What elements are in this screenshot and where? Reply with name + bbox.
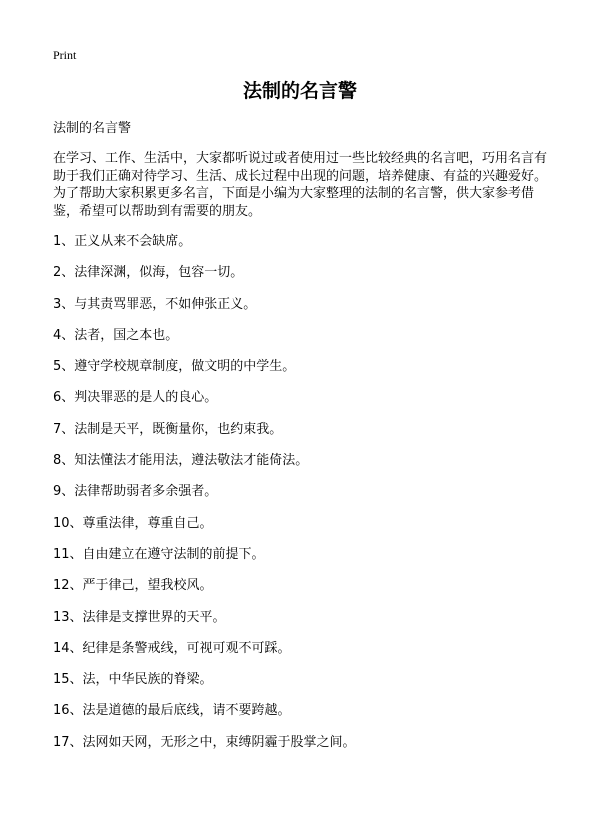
quote-item: 1、正义从来不会缺席。 — [53, 234, 192, 249]
intro-paragraph: 在学习、工作、生活中，大家都听说过或者使用过一些比较经典的名言吧，巧用名言有助于我们正确对待学习、生活、成长过程中出现的问题，培养健康、有益的兴趣爱好。为了帮助大家积累更多名言，下面是小编为大家整理的法制的名言警，供大家参考借鉴，希望可以帮助到有需要的朋友。 — [53, 151, 548, 219]
quote-item: 7、法制是天平，既衡量你，也约束我。 — [53, 421, 283, 437]
quote-item: 2、法律深渊，似海，包容一切。 — [53, 265, 244, 281]
quote-list — [53, 233, 553, 765]
print-link[interactable]: Print — [53, 48, 77, 62]
quote-item: 10、尊重法律，尊重自己。 — [53, 515, 213, 531]
quote-item: 3、与其责骂罪恶，不如伸张正义。 — [53, 296, 257, 312]
quote-item: 11、自由建立在遵守法制的前提下。 — [53, 546, 265, 562]
quote-item: 9、法律帮助弱者多余强者。 — [53, 484, 218, 500]
quote-item: 13、法律是支撑世界的天平。 — [53, 609, 226, 625]
quote-item: 4、法者，国之本也。 — [53, 327, 179, 343]
quote-item: 12、严于律己，望我校风。 — [53, 578, 213, 594]
quote-item: 16、法是道德的最后底线，请不要跨越。 — [53, 703, 291, 719]
quote-item: 14、纪律是条警戒线，可视可观不可踩。 — [53, 640, 291, 656]
page-title: 法制的名言警 — [242, 80, 357, 102]
quote-item: 6、判决罪恶的是人的良心。 — [53, 390, 218, 406]
quote-item: 8、知法懂法才能用法，遵法敬法才能倚法。 — [53, 453, 309, 469]
quote-item: 15、法，中华民族的脊梁。 — [53, 672, 213, 688]
quote-item: 17、法网如天网，无形之中，束缚阴霾于股掌之间。 — [53, 734, 356, 750]
article-subtitle: 法制的名言警 — [53, 121, 132, 136]
quote-item: 5、遵守学校规章制度，做文明的中学生。 — [53, 359, 296, 375]
